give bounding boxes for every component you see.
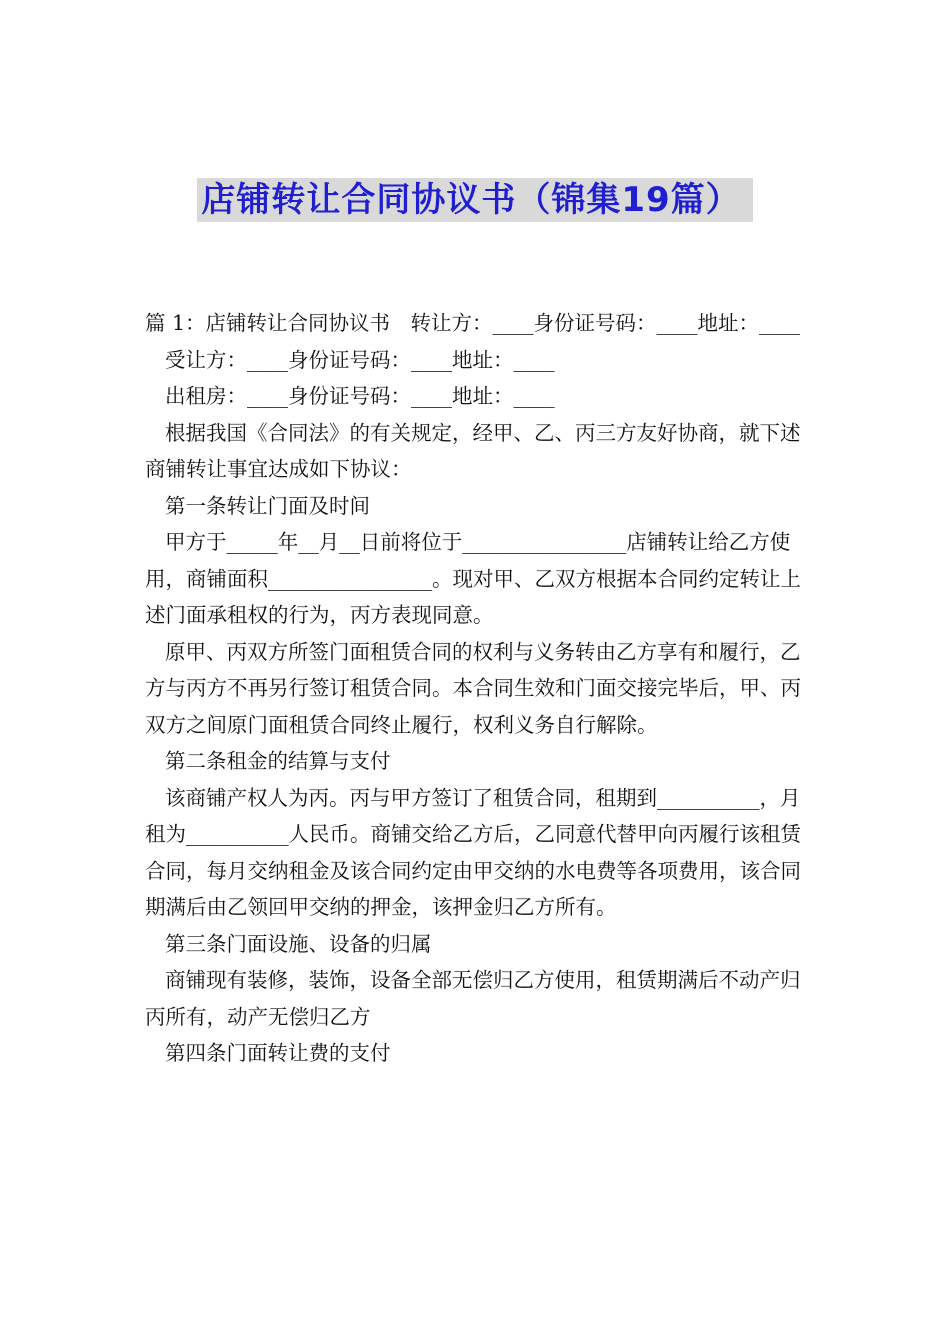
header-line: 篇 1：店铺转让合同协议书 转让方：____身份证号码：____地址：____ [145, 311, 801, 335]
document-body [145, 305, 810, 1072]
article-1-rights: 原甲、丙双方所签门面租赁合同的权利与义务转由乙方享有和履行，乙方与丙方不再另行签订租赁合同。本合同生效和门面交接完毕后，甲、丙双方之间原门面租赁合同终止履行，权利义务自行解除。 [145, 639, 801, 737]
paragraph-preamble: 根据我国《合同法》的有关规定，经甲、乙、丙三方友好协商，就下述商铺转让事宜达成如下协议： [145, 420, 801, 481]
paragraph-lessor: 出租房：____身份证号码：____地址：____ [165, 384, 555, 408]
article-3-heading: 第三条门面设施、设备的归属 [165, 931, 432, 956]
article-2-heading: 第二条租金的结算与支付 [165, 749, 391, 773]
article-1-text: 甲方于_____年__月__日前将位于________________店铺转让给乙方使用，商铺面积________________。现对甲、乙双方根据本合同约定转让上述门面承租权的行为，丙方表现同意。 [145, 530, 801, 627]
article-4-heading: 第四条门面转让费的支付 [165, 1041, 391, 1065]
article-1-heading: 第一条转让门面及时间 [165, 493, 370, 518]
article-2-text: 该商铺产权人为丙。丙与甲方签订了租赁合同，租期到__________，月租为__________人民币。商铺交给乙方后，乙同意代替甲向丙履行该租赁合同，每月交纳租金及该合同约定由甲交纳的水电费等各项费用，该合同期满后由乙领回甲交纳的押金，该押金归乙方所有。 [145, 785, 801, 919]
article-3-text: 商铺现有装修，装饰，设备全部无偿归乙方使用，租赁期满后不动产归丙所有，动产无偿归乙方 [145, 968, 801, 1029]
document-title: 店铺转让合同协议书（锦集19篇） [197, 178, 752, 222]
paragraph-transferee: 受让方：____身份证号码：____地址：____ [165, 347, 555, 372]
title-area [0, 178, 950, 222]
